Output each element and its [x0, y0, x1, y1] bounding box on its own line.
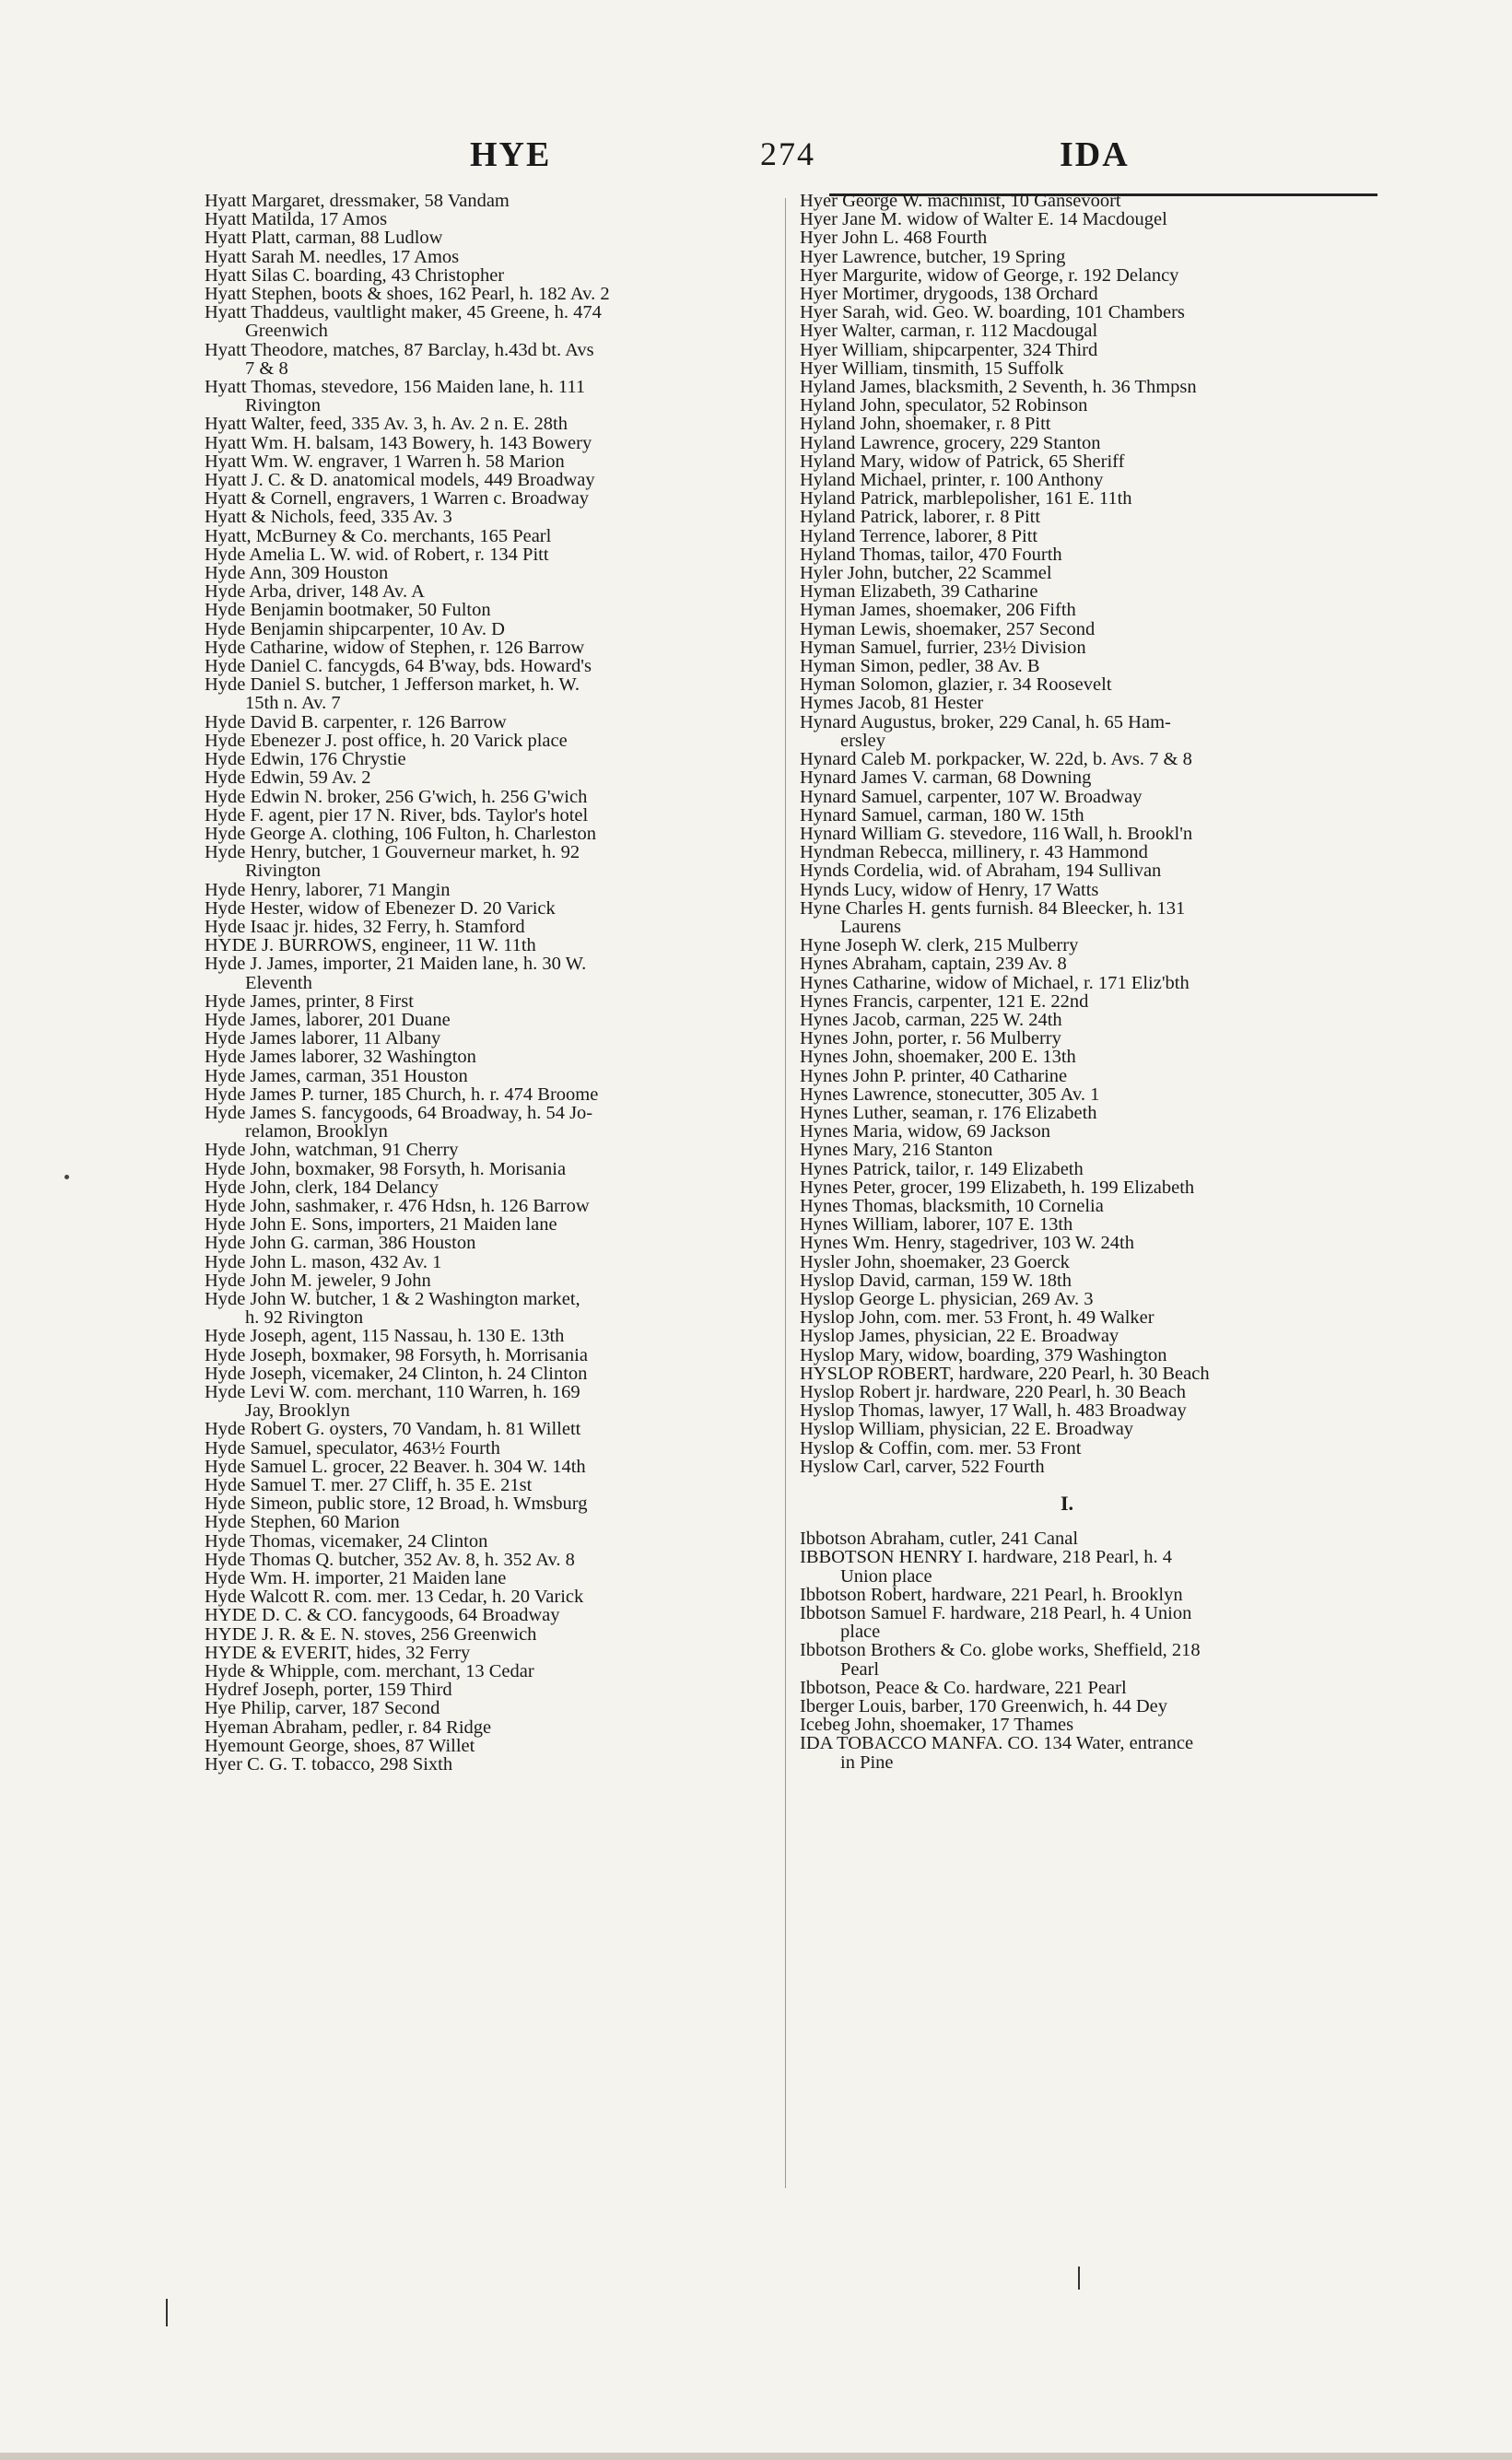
directory-entry: Hyde John W. butcher, 1 & 2 Washington market,	[205, 1288, 580, 1309]
directory-entry-continuation: relamon, Brooklyn	[245, 1121, 388, 1142]
directory-entry: Hynes John, porter, r. 56 Mulberry	[800, 1028, 1061, 1049]
directory-entry: Hyde Edwin N. broker, 256 G'wich, h. 256 G'wich	[205, 786, 588, 807]
directory-entry: Hynes Catharine, widow of Michael, r. 171 Eliz'bth	[800, 972, 1190, 993]
directory-entry: Hyde Hester, widow of Ebenezer D. 20 Varick	[205, 897, 556, 919]
directory-entry: Hyde Simeon, public store, 12 Broad, h. Wmsburg	[205, 1494, 588, 1515]
section-heading: I.	[1060, 1492, 1074, 1516]
directory-entry-continuation: 15th n. Av. 7	[245, 693, 341, 714]
directory-entry-continuation: h. 92 Rivington	[245, 1307, 364, 1329]
directory-entry: Hynard Samuel, carman, 180 W. 15th	[800, 804, 1084, 826]
directory-entry-continuation: Rivington	[245, 861, 322, 882]
directory-entry: Hyde Benjamin bootmaker, 50 Fulton	[205, 600, 491, 621]
column-divider	[785, 198, 786, 2188]
directory-entry: Hyde F. agent, pier 17 N. River, bds. Taylor's hotel	[205, 804, 589, 826]
directory-entry: Hyslop Thomas, lawyer, 17 Wall, h. 483 Broadway	[800, 1400, 1187, 1422]
directory-entry: Ibbotson, Peace & Co. hardware, 221 Pearl	[800, 1677, 1127, 1698]
directory-entry: Hyde James, laborer, 201 Duane	[205, 1009, 451, 1030]
directory-entry-continuation: in Pine	[840, 1751, 894, 1773]
directory-entry: Hyman James, shoemaker, 206 Fifth	[800, 600, 1076, 621]
directory-entry: Hyatt Wm. W. engraver, 1 Warren h. 58 Marion	[205, 451, 565, 472]
directory-entry: Hyde Daniel S. butcher, 1 Jefferson market, h. W.	[205, 674, 580, 696]
directory-entry: Hyde Samuel L. grocer, 22 Beaver. h. 304 W. 14th	[205, 1456, 586, 1477]
directory-entry: Hyde John E. Sons, importers, 21 Maiden lane	[205, 1214, 557, 1236]
directory-entry: Hyne Charles H. gents furnish. 84 Bleecker, h. 131	[800, 897, 1186, 919]
directory-entry: Hyslop James, physician, 22 E. Broadway	[800, 1326, 1119, 1347]
directory-entry: Hynes Peter, grocer, 199 Elizabeth, h. 199 Elizabeth	[800, 1177, 1195, 1198]
directory-entry: Hyslow Carl, carver, 522 Fourth	[800, 1456, 1045, 1477]
directory-entry: HYDE D. C. & CO. fancygoods, 64 Broadway	[205, 1605, 560, 1626]
directory-entry: Hynes John P. printer, 40 Catharine	[800, 1065, 1068, 1086]
directory-entry: Hyatt J. C. & D. anatomical models, 449 Broadway	[205, 470, 595, 491]
directory-entry: Hynes John, shoemaker, 200 E. 13th	[800, 1047, 1076, 1068]
directory-entry: Hyde & Whipple, com. merchant, 13 Cedar	[205, 1661, 534, 1682]
directory-entry: Hyde Benjamin shipcarpenter, 10 Av. D	[205, 618, 505, 639]
directory-entry: Hyler John, butcher, 22 Scammel	[800, 563, 1052, 584]
directory-entry: Hyde John, sashmaker, r. 476 Hdsn, h. 126 Barrow	[205, 1195, 590, 1216]
page-number: 274	[760, 135, 815, 172]
directory-entry: Hyatt Sarah M. needles, 17 Amos	[205, 246, 460, 267]
directory-entry: Hyer Mortimer, drygoods, 138 Orchard	[800, 284, 1098, 305]
directory-entry: Hyde Ebenezer J. post office, h. 20 Varick place	[205, 730, 568, 751]
directory-entry: Hynes Jacob, carman, 225 W. 24th	[800, 1009, 1062, 1030]
directory-entry: Hyland Thomas, tailor, 470 Fourth	[800, 544, 1062, 565]
directory-entry: Hyatt Walter, feed, 335 Av. 3, h. Av. 2 n. E. 28th	[205, 414, 568, 435]
directory-entry: Hynard William G. stevedore, 116 Wall, h. Brookl'n	[800, 823, 1193, 844]
directory-entry: Hyde James laborer, 11 Albany	[205, 1028, 441, 1049]
directory-entry: Hyne Joseph W. clerk, 215 Mulberry	[800, 935, 1079, 956]
directory-entry: Hyde David B. carpenter, r. 126 Barrow	[205, 711, 507, 732]
directory-entry: Hyde Amelia L. W. wid. of Robert, r. 134 Pitt	[205, 544, 549, 565]
directory-entry: HYDE J. R. & E. N. stoves, 256 Greenwich	[205, 1623, 537, 1645]
directory-entry: Hyatt, McBurney & Co. merchants, 165 Pearl	[205, 525, 552, 546]
directory-entry: IDA TOBACCO MANFA. CO. 134 Water, entrance	[800, 1733, 1194, 1754]
directory-entry: Hyman Solomon, glazier, r. 34 Roosevelt	[800, 674, 1112, 696]
directory-entry: Hyde Edwin, 176 Chrystie	[205, 749, 406, 770]
directory-entry: Hyer Margurite, widow of George, r. 192 Delancy	[800, 264, 1179, 286]
header-left-guide-word: HYE	[470, 135, 552, 174]
directory-entry: Hyde James laborer, 32 Washington	[205, 1047, 476, 1068]
directory-entry: Hyndman Rebecca, millinery, r. 43 Hammond	[800, 842, 1148, 863]
directory-entry: Hynard James V. carman, 68 Downing	[800, 767, 1092, 789]
directory-entry: Hyde Levi W. com. merchant, 110 Warren, h. 169	[205, 1382, 580, 1402]
directory-entry: Hyde Thomas Q. butcher, 352 Av. 8, h. 352 Av. 8	[205, 1549, 575, 1570]
directory-entry: Hyland John, speculator, 52 Robinson	[800, 395, 1088, 416]
directory-entry: Hyde Catharine, widow of Stephen, r. 126 Barrow	[205, 637, 585, 658]
directory-entry: Hyatt Platt, carman, 88 Ludlow	[205, 228, 443, 249]
directory-entry: Hyde Stephen, 60 Marion	[205, 1512, 400, 1533]
directory-entry: Hyslop William, physician, 22 E. Broadway	[800, 1419, 1134, 1440]
directory-entry: Hyde Ann, 309 Houston	[205, 563, 389, 584]
directory-entry: HYSLOP ROBERT, hardware, 220 Pearl, h. 30 Beach	[800, 1363, 1210, 1384]
directory-entry-continuation: Laurens	[840, 916, 902, 937]
directory-entry: Hyland Patrick, laborer, r. 8 Pitt	[800, 507, 1041, 528]
directory-entry: Hyatt Thaddeus, vaultlight maker, 45 Greene, h. 474	[205, 302, 602, 323]
directory-entry: Hyde John, boxmaker, 98 Forsyth, h. Morisania	[205, 1158, 567, 1179]
directory-entry: Hyde John L. mason, 432 Av. 1	[205, 1251, 442, 1272]
directory-entry: Hyslop John, com. mer. 53 Front, h. 49 Walker	[800, 1307, 1155, 1329]
directory-entry: Ibbotson Samuel F. hardware, 218 Pearl, h. 4 Union	[800, 1603, 1192, 1624]
directory-entry: Hyman Samuel, furrier, 23½ Division	[800, 637, 1086, 658]
directory-entry: Hynes Lawrence, stonecutter, 305 Av. 1	[800, 1084, 1100, 1105]
directory-entry: Hyer George W. machinist, 10 Gansevoort	[800, 191, 1121, 211]
directory-entry: Hyde James S. fancygoods, 64 Broadway, h. 54 Jo-	[205, 1102, 593, 1123]
directory-entry: Hyde Wm. H. importer, 21 Maiden lane	[205, 1568, 507, 1589]
directory-entry: Icebeg John, shoemaker, 17 Thames	[800, 1715, 1074, 1736]
directory-entry: Hynes Patrick, tailor, r. 149 Elizabeth	[800, 1158, 1084, 1179]
directory-entry: Hyde George A. clothing, 106 Fulton, h. Charleston	[205, 823, 596, 844]
directory-entry: Hyland James, blacksmith, 2 Seventh, h. 36 Thmpsn	[800, 377, 1197, 398]
directory-entry: Hyer Lawrence, butcher, 19 Spring	[800, 246, 1066, 267]
directory-entry: Hyde Arba, driver, 148 Av. A	[205, 581, 425, 603]
directory-entry: Hyde Daniel C. fancygds, 64 B'way, bds. Howard's	[205, 656, 592, 677]
directory-entry: Hyde Samuel, speculator, 463½ Fourth	[205, 1437, 500, 1458]
directory-entry: Hyde John M. jeweler, 9 John	[205, 1270, 431, 1291]
directory-entry-continuation: Union place	[840, 1565, 932, 1587]
directory-entry: Hyatt & Cornell, engravers, 1 Warren c. Broadway	[205, 488, 589, 510]
directory-entry: Hyatt Stephen, boots & shoes, 162 Pearl, h. 182 Av. 2	[205, 284, 610, 305]
directory-entry: Hyatt Margaret, dressmaker, 58 Vandam	[205, 191, 510, 211]
directory-entry-continuation: 7 & 8	[245, 357, 288, 379]
directory-entry: Hynes Abraham, captain, 239 Av. 8	[800, 954, 1067, 975]
directory-entry-continuation: Greenwich	[245, 321, 328, 342]
directory-entry: Hyde John, watchman, 91 Cherry	[205, 1140, 459, 1161]
directory-entry: Hynes Thomas, blacksmith, 10 Cornelia	[800, 1195, 1104, 1216]
header-right-guide-word: IDA	[1060, 135, 1130, 174]
directory-entry: Hyman Elizabeth, 39 Catharine	[800, 581, 1038, 603]
directory-entry: Hyslop George L. physician, 269 Av. 3	[800, 1288, 1094, 1309]
directory-entry: Hyatt Thomas, stevedore, 156 Maiden lane, h. 111	[205, 377, 586, 398]
directory-entry: Hyeman Abraham, pedler, r. 84 Ridge	[205, 1716, 492, 1738]
directory-entry: Hynes Luther, seaman, r. 176 Elizabeth	[800, 1102, 1097, 1123]
directory-entry: Hyslop Mary, widow, boarding, 379 Washington	[800, 1344, 1167, 1365]
directory-entry: Hyatt Theodore, matches, 87 Barclay, h.43d bt. Avs	[205, 339, 594, 360]
directory-entry: Hyman Simon, pedler, 38 Av. B	[800, 656, 1040, 677]
directory-entry: Hyatt Wm. H. balsam, 143 Bowery, h. 143 Bowery	[205, 432, 592, 453]
directory-entry: Hynes Maria, widow, 69 Jackson	[800, 1121, 1050, 1142]
page-edge	[0, 2453, 1512, 2460]
directory-entry: Hyatt Silas C. boarding, 43 Christopher	[205, 264, 505, 286]
directory-entry-continuation: ersley	[840, 730, 885, 751]
directory-entry-continuation: Pearl	[840, 1658, 880, 1680]
directory-entry: Hyland Terrence, laborer, 8 Pitt	[800, 525, 1038, 546]
directory-entry: Hyde John, clerk, 184 Delancy	[205, 1177, 439, 1198]
directory-entry: Hynes Mary, 216 Stanton	[800, 1140, 993, 1161]
directory-entry: Hyer Walter, carman, r. 112 Macdougal	[800, 321, 1098, 342]
directory-entry: Hyde J. James, importer, 21 Maiden lane, h. 30 W.	[205, 954, 587, 975]
directory-entry: Hyman Lewis, shoemaker, 257 Second	[800, 618, 1096, 639]
directory-entry: Hyer C. G. T. tobacco, 298 Sixth	[205, 1754, 453, 1775]
directory-entry: Ibbotson Brothers & Co. globe works, Sheffield, 218	[800, 1640, 1201, 1661]
directory-entry: Hyde Thomas, vicemaker, 24 Clinton	[205, 1530, 488, 1552]
directory-entry: Hyde Joseph, agent, 115 Nassau, h. 130 E. 13th	[205, 1326, 565, 1347]
left-column	[205, 192, 785, 1774]
stray-mark	[166, 2299, 168, 2326]
directory-entry: Hye Philip, carver, 187 Second	[205, 1698, 440, 1719]
directory-entry: Hyde John G. carman, 386 Houston	[205, 1233, 476, 1254]
directory-entry: Hyland Michael, printer, r. 100 Anthony	[800, 470, 1104, 491]
directory-entry: Hynds Cordelia, wid. of Abraham, 194 Sullivan	[800, 861, 1162, 882]
directory-entry-continuation: Rivington	[245, 395, 322, 416]
directory-entry: Hyer William, tinsmith, 15 Suffolk	[800, 357, 1064, 379]
directory-entry: Hyer Jane M. widow of Walter E. 14 Macdougel	[800, 209, 1167, 230]
directory-entry: Hyde Henry, laborer, 71 Mangin	[205, 879, 451, 900]
directory-entry: Hyemount George, shoes, 87 Willet	[205, 1735, 475, 1756]
directory-entry: Hyde James, carman, 351 Houston	[205, 1065, 468, 1086]
directory-entry: Ibbotson Abraham, cutler, 241 Canal	[800, 1529, 1079, 1550]
directory-entry: Hyer Sarah, wid. Geo. W. boarding, 101 Chambers	[800, 302, 1185, 323]
page-header	[230, 135, 1410, 181]
directory-entry: Hyland Mary, widow of Patrick, 65 Sheriff	[800, 451, 1125, 472]
directory-entry: Hynes William, laborer, 107 E. 13th	[800, 1214, 1073, 1236]
directory-entry: Hyslop & Coffin, com. mer. 53 Front	[800, 1437, 1082, 1458]
directory-entry: Hyde Isaac jr. hides, 32 Ferry, h. Stamford	[205, 916, 525, 937]
directory-entry: Hyslop David, carman, 159 W. 18th	[800, 1270, 1072, 1291]
directory-entry: Hyde Walcott R. com. mer. 13 Cedar, h. 20 Varick	[205, 1587, 584, 1608]
directory-entry: Hyatt & Nichols, feed, 335 Av. 3	[205, 507, 452, 528]
directory-entry: Hyde Joseph, vicemaker, 24 Clinton, h. 24 Clinton	[205, 1363, 588, 1384]
directory-entry: HYDE J. BURROWS, engineer, 11 W. 11th	[205, 935, 536, 956]
directory-entry: Hynes Wm. Henry, stagedriver, 103 W. 24th	[800, 1233, 1134, 1254]
directory-entry: Hyde Samuel T. mer. 27 Cliff, h. 35 E. 21st	[205, 1475, 533, 1496]
directory-entry-continuation: place	[840, 1622, 881, 1643]
directory-entry: Hyde James P. turner, 185 Church, h. r. 474 Broome	[205, 1084, 599, 1105]
directory-entry: Hyer John L. 468 Fourth	[800, 228, 988, 249]
directory-entry: Hyland Lawrence, grocery, 229 Stanton	[800, 432, 1101, 453]
directory-entry: HYDE & EVERIT, hides, 32 Ferry	[205, 1642, 471, 1663]
directory-entry: Ibbotson Robert, hardware, 221 Pearl, h. Brooklyn	[800, 1584, 1183, 1605]
stray-mark	[1078, 2267, 1080, 2290]
directory-entry-continuation: Jay, Brooklyn	[245, 1400, 350, 1422]
stray-mark	[64, 1175, 69, 1179]
directory-entry: Hyslop Robert jr. hardware, 220 Pearl, h. 30 Beach	[800, 1382, 1187, 1402]
directory-entry: Hyland Patrick, marblepolisher, 161 E. 11th	[800, 488, 1132, 510]
right-column	[800, 192, 1389, 1772]
directory-entry: Hyde Henry, butcher, 1 Gouverneur market, h. 92	[205, 842, 580, 863]
directory-entry: Hynard Augustus, broker, 229 Canal, h. 65 Ham-	[800, 711, 1171, 732]
directory-entry: Hymes Jacob, 81 Hester	[800, 693, 984, 714]
directory-entry: Hynes Francis, carpenter, 121 E. 22nd	[800, 990, 1089, 1012]
directory-entry: IBBOTSON HENRY I. hardware, 218 Pearl, h. 4	[800, 1547, 1173, 1568]
directory-entry: Hyde Joseph, boxmaker, 98 Forsyth, h. Morrisania	[205, 1344, 588, 1365]
directory-entry: Hyer William, shipcarpenter, 324 Third	[800, 339, 1098, 360]
directory-entry: Hyland John, shoemaker, r. 8 Pitt	[800, 414, 1051, 435]
directory-entry: Hyde James, printer, 8 First	[205, 990, 414, 1012]
directory-entry: Hydref Joseph, porter, 159 Third	[205, 1680, 452, 1701]
directory-entry: Hynds Lucy, widow of Henry, 17 Watts	[800, 879, 1099, 900]
directory-entry: Hyde Robert G. oysters, 70 Vandam, h. 81 Willett	[205, 1419, 581, 1440]
directory-entry: Iberger Louis, barber, 170 Greenwich, h. 44 Dey	[800, 1696, 1167, 1717]
directory-entry: Hyde Edwin, 59 Av. 2	[205, 767, 371, 789]
directory-entry: Hynard Caleb M. porkpacker, W. 22d, b. Avs. 7 & 8	[800, 749, 1192, 770]
directory-entry: Hysler John, shoemaker, 23 Goerck	[800, 1251, 1070, 1272]
directory-entry-continuation: Eleventh	[245, 972, 312, 993]
directory-entry: Hynard Samuel, carpenter, 107 W. Broadway	[800, 786, 1143, 807]
directory-entry: Hyatt Matilda, 17 Amos	[205, 209, 388, 230]
